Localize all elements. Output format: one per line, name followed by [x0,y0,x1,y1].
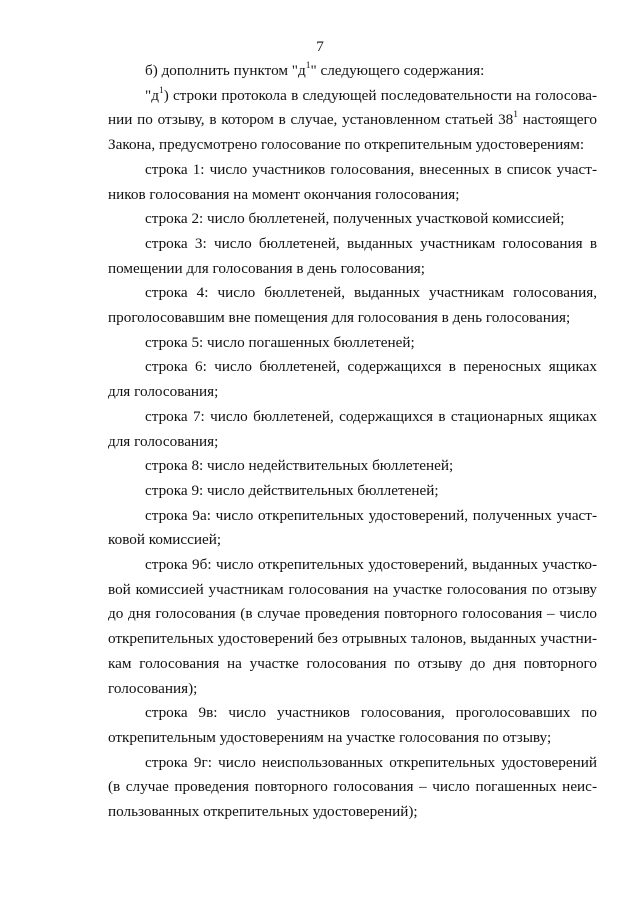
clause-d1-end: настоящего Закона, предусмотрено голосование по открепительным удостоверениям: [108,111,597,154]
protocol-line-5: строка 5: число погашенных бюллетеней; [145,333,415,351]
clause-d1-superscript: 1 [158,85,164,96]
clause-d1-middle: ) строки протокола в следующей последовательности на голосовании по отзыву, в котором в случае, установленном статьей 38 [108,86,597,129]
intro-text-end: " следующего содержания: [310,62,485,79]
protocol-line-1: строка 1: число участников голосования, внесенных в список участников голосования на момент окончания голосования; [108,160,597,203]
clause-d1-start: "д [145,86,159,104]
protocol-line-6: строка 6: число бюллетеней, содержащихся в переносных ящиках для голосования; [108,358,597,401]
intro-text: б) дополнить пунктом "д [145,62,306,79]
protocol-line-2: строка 2: число бюллетеней, полученных участковой комиссией; [145,210,565,228]
protocol-line-9v: строка 9в: число участников голосования, проголосовавших по открепительным удостоверениям на участке голосования по отзыву; [108,704,597,746]
amendment-intro-paragraph [108,59,597,84]
protocol-line-8: строка 8: число недействительных бюллетеней; [145,457,454,475]
protocol-line-3: строка 3: число бюллетеней, выданных участникам голосования в помещении для голосования в день голосования; [108,234,597,277]
article-superscript: 1 [513,110,519,121]
clause-d1-paragraph [108,84,597,158]
protocol-line-9a: строка 9а: число открепительных удостоверений, полученных участковой комиссией; [108,506,597,549]
intro-superscript: 1 [305,60,311,71]
protocol-line-9b: строка 9б: число открепительных удостоверений, выданных участковой комиссией участникам голосования на участке голосования по отзыву до дня голосования (в случае проведения повторного голосования – число открепительных удостоверений без отрывных талонов, выданных участникам голосования на участке голосования по отзыву до дня повторного голосования); [108,556,597,697]
page-number: 7 [316,38,324,55]
protocol-line-9: строка 9: число действительных бюллетеней; [145,481,439,499]
protocol-line-7: строка 7: число бюллетеней, содержащихся в стационарных ящиках для голосования; [108,407,597,450]
protocol-line-9g: строка 9г: число неиспользованных открепительных удостоверений (в случае проведения повторного голосования – число погашенных неиспользованных открепительных удостоверений); [108,753,597,821]
document-body [108,59,597,825]
protocol-line-4: строка 4: число бюллетеней, выданных участникам голосования, проголосовавшим вне помещения для голосования в день голосования; [108,284,597,327]
